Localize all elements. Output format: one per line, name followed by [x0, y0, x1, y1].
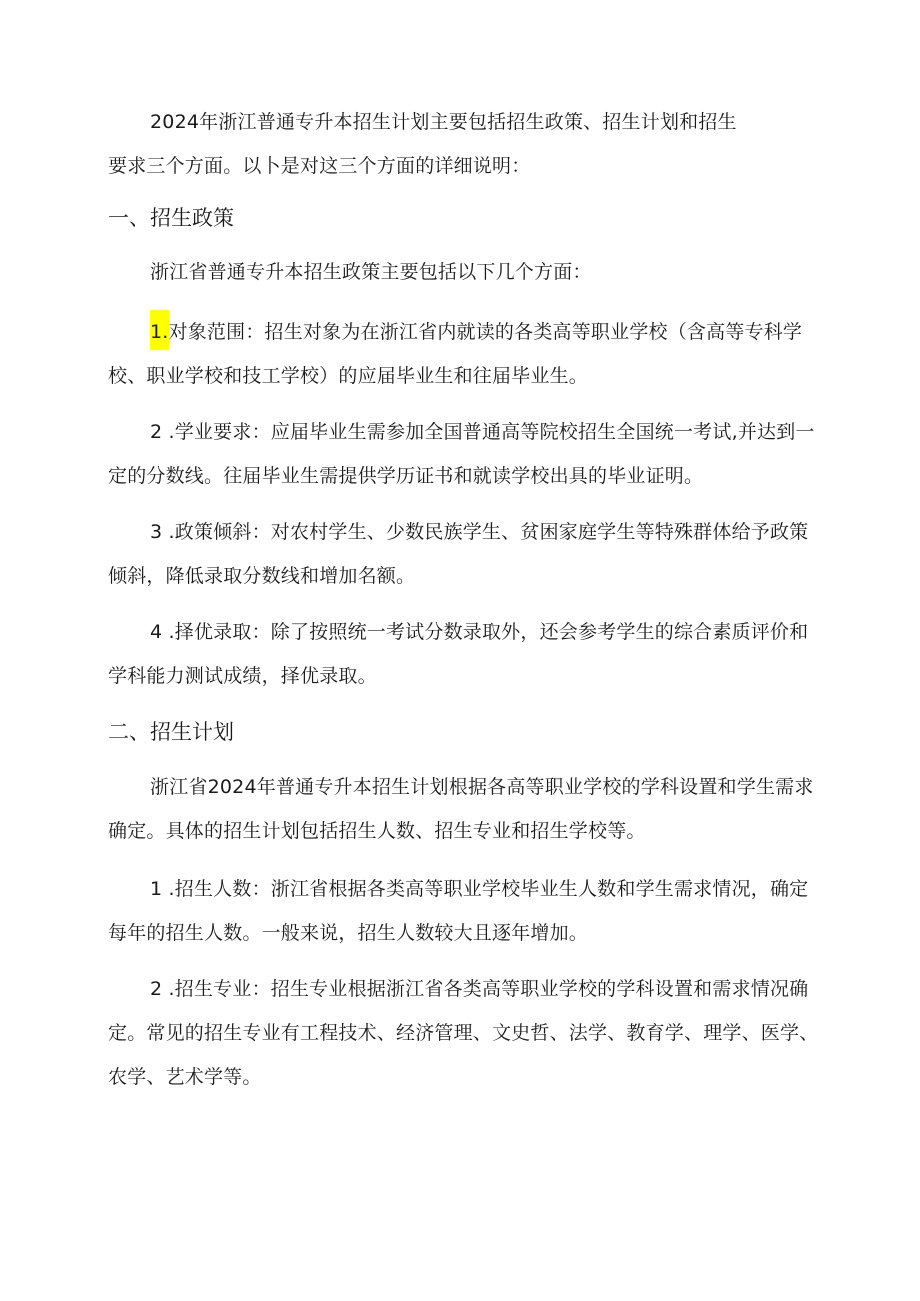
section-1-item-2 — [108, 410, 823, 498]
section-1-item-1 — [108, 310, 823, 398]
section-1-heading: 一、招生政策 — [108, 206, 234, 230]
section-1-intro: 浙江省普通专升本招生政策主要包括以下几个方面： — [150, 261, 592, 283]
section-1-item-3 — [108, 510, 823, 598]
section-2-heading: 二、招生计划 — [108, 720, 234, 744]
section-2-intro: 浙江省2024年普通专升本招生计划根据各高等职业学校的学科设置和学生需求确定。具体的招生计划包括招生人数、招生专业和招生学校等。 — [108, 776, 814, 842]
section-1-item-2-text: .学业要求：应届毕业生需参加全国普通高等院校招生全国统一考试,并达到一定的分数线。往届毕业生需提供学历证书和就读学校出具的毕业证明。 — [108, 421, 815, 487]
section-1-item-3-number: 3 — [150, 521, 163, 543]
highlighted-item-number: 1. — [150, 310, 169, 350]
section-1-item-1-text: 对象范围：招生对象为在浙江省内就读的各类高等职业学校（含高等专科学校、职业学校和技工学校）的应届毕业生和往届毕业生。 — [108, 321, 803, 387]
section-2-item-1-text: .招生人数：浙江省根据各类高等职业学校毕业生人数和学生需求情况，确定每年的招生人数。一般来说，招生人数较大且逐年增加。 — [108, 878, 809, 944]
section-2-item-2-text: .招生专业：招生专业根据浙江省各类高等职业学校的学科设置和需求情况确定。常见的招生专业有工程技术、经济管理、文史哲、法学、教育学、理学、医学、农学、艺术学等。 — [108, 978, 819, 1088]
section-2-item-1 — [108, 867, 823, 955]
section-2-item-2-number: 2 — [150, 978, 163, 1000]
section-2-item-1-number: 1 — [150, 878, 163, 900]
section-1-item-4 — [108, 610, 823, 698]
section-1-item-4-number: 4 — [150, 621, 163, 643]
section-1-item-3-text: .政策倾斜：对农村学生、少数民族学生、贫困家庭学生等特殊群体给予政策倾斜，降低录取分数线和增加名额。 — [108, 521, 809, 587]
intro-paragraph: 2024年浙江普通专升本招生计划主要包括招生政策、招生计划和招生要求三个方面。以卜是对这三个方面的详细说明： — [108, 111, 737, 177]
section-1-item-4-text: .择优录取：除了按照统一考试分数录取外，还会参考学生的综合素质评价和学科能力测试成绩，择优录取。 — [108, 621, 809, 687]
section-2-item-2 — [108, 967, 823, 1099]
section-1-item-2-number: 2 — [150, 421, 163, 443]
